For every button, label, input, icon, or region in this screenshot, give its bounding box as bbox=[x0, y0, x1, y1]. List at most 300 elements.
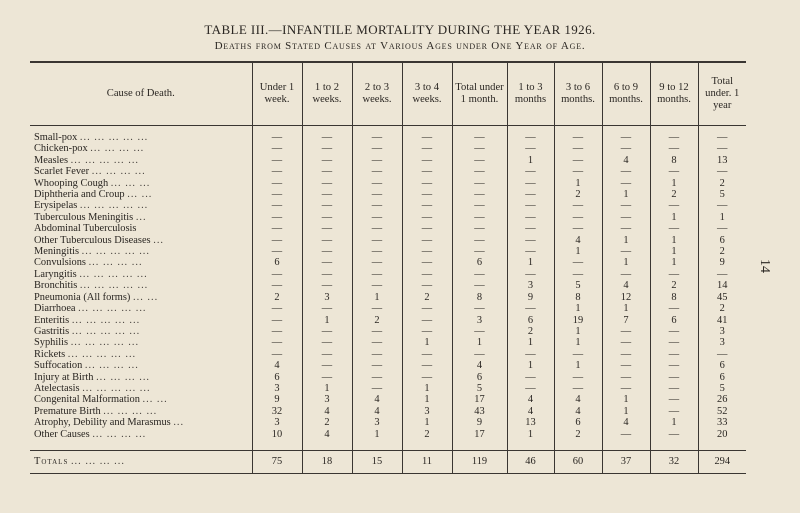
value-cell: 9 bbox=[698, 257, 746, 268]
leader-dots: ... ... ... ... ... bbox=[78, 303, 147, 315]
value-cell: 1 bbox=[507, 360, 554, 371]
value-cell: — bbox=[252, 189, 302, 200]
value-cell: — bbox=[302, 337, 352, 348]
value-cell: — bbox=[352, 126, 402, 144]
value-cell: — bbox=[252, 178, 302, 189]
value-cell: 1 bbox=[402, 394, 452, 405]
value-cell: 7 bbox=[602, 315, 650, 326]
value-cell: — bbox=[402, 280, 452, 291]
value-cell: 45 bbox=[698, 292, 746, 303]
value-cell: — bbox=[252, 269, 302, 280]
value-cell: — bbox=[602, 200, 650, 211]
cause-cell bbox=[30, 315, 252, 326]
leader-dots: ... ... ... ... bbox=[70, 455, 125, 467]
value-cell: — bbox=[302, 166, 352, 177]
value-cell: — bbox=[650, 383, 698, 394]
value-cell: — bbox=[352, 360, 402, 371]
value-cell: 4 bbox=[602, 417, 650, 428]
table-row bbox=[30, 257, 746, 268]
value-cell: 2 bbox=[698, 178, 746, 189]
value-cell: — bbox=[602, 246, 650, 257]
value-cell: — bbox=[352, 166, 402, 177]
cause-label: Convulsions bbox=[34, 257, 86, 269]
spacer-cell bbox=[252, 440, 302, 451]
value-cell: — bbox=[507, 200, 554, 211]
column-header: Under 1 week. bbox=[252, 62, 302, 126]
value-cell: — bbox=[650, 126, 698, 144]
value-cell: 1 bbox=[602, 235, 650, 246]
value-cell: 4 bbox=[302, 429, 352, 440]
column-header: 6 to 9 months. bbox=[602, 62, 650, 126]
value-cell: 8 bbox=[650, 155, 698, 166]
cause-label: Bronchitis bbox=[34, 280, 78, 292]
value-cell: 1 bbox=[507, 155, 554, 166]
value-cell: — bbox=[650, 406, 698, 417]
cause-cell bbox=[30, 246, 252, 257]
value-cell: — bbox=[402, 166, 452, 177]
spacer-cell bbox=[302, 440, 352, 451]
value-cell: 4 bbox=[554, 406, 602, 417]
leader-dots: ... ... ... ... ... bbox=[70, 154, 140, 166]
value-cell: 8 bbox=[554, 292, 602, 303]
value-cell: 4 bbox=[507, 406, 554, 417]
cause-label: Tuberculous Meningitis bbox=[34, 211, 134, 223]
spacer-cell bbox=[554, 440, 602, 451]
cause-cell bbox=[30, 326, 252, 337]
cause-cell bbox=[30, 178, 252, 189]
cause-cell bbox=[30, 292, 252, 303]
value-cell: 1 bbox=[650, 212, 698, 223]
value-cell: — bbox=[402, 212, 452, 223]
value-cell: — bbox=[452, 303, 507, 314]
table-title: TABLE III.—INFANTILE MORTALITY DURING THE YEAR 1926. bbox=[204, 22, 596, 37]
value-cell: 4 bbox=[602, 155, 650, 166]
value-cell: 1 bbox=[352, 292, 402, 303]
value-cell: — bbox=[402, 269, 452, 280]
cause-cell bbox=[30, 155, 252, 166]
value-cell: — bbox=[302, 372, 352, 383]
value-cell: — bbox=[352, 257, 402, 268]
value-cell: — bbox=[452, 166, 507, 177]
value-cell: — bbox=[554, 143, 602, 154]
value-cell: — bbox=[352, 200, 402, 211]
value-cell: — bbox=[452, 349, 507, 360]
value-cell: 5 bbox=[452, 383, 507, 394]
value-cell: — bbox=[252, 280, 302, 291]
table-row bbox=[30, 246, 746, 257]
mortality-table bbox=[30, 61, 746, 474]
value-cell: 8 bbox=[650, 292, 698, 303]
value-cell: 4 bbox=[352, 394, 402, 405]
cause-cell bbox=[30, 417, 252, 428]
value-cell: — bbox=[507, 212, 554, 223]
value-cell: — bbox=[302, 280, 352, 291]
value-cell: — bbox=[302, 189, 352, 200]
value-cell: — bbox=[650, 326, 698, 337]
value-cell: — bbox=[302, 200, 352, 211]
value-cell: 6 bbox=[650, 315, 698, 326]
value-cell: 3 bbox=[698, 326, 746, 337]
value-cell: — bbox=[352, 280, 402, 291]
value-cell: — bbox=[252, 143, 302, 154]
spacer-cell bbox=[650, 440, 698, 451]
leader-dots: ... ... ... ... ... bbox=[79, 132, 149, 143]
leader-dots: ... ... ... bbox=[110, 177, 151, 189]
cause-cell bbox=[30, 257, 252, 268]
value-cell: 15 bbox=[352, 450, 402, 473]
cause-cell bbox=[30, 126, 252, 144]
table-row bbox=[30, 326, 746, 337]
value-cell: — bbox=[507, 269, 554, 280]
cause-cell bbox=[30, 337, 252, 348]
value-cell: 4 bbox=[352, 406, 402, 417]
value-cell: 1 bbox=[650, 246, 698, 257]
value-cell: — bbox=[602, 429, 650, 440]
table-row bbox=[30, 360, 746, 371]
value-cell: — bbox=[452, 269, 507, 280]
value-cell: — bbox=[352, 189, 402, 200]
leader-dots: ... ... ... ... bbox=[103, 405, 158, 417]
value-cell: 1 bbox=[554, 337, 602, 348]
spacer-cell bbox=[698, 440, 746, 451]
value-cell: 1 bbox=[402, 417, 452, 428]
value-cell: 2 bbox=[698, 303, 746, 314]
spacer-cell bbox=[402, 440, 452, 451]
table-row bbox=[30, 372, 746, 383]
table-row bbox=[30, 126, 746, 144]
column-header: 9 to 12 months. bbox=[650, 62, 698, 126]
value-cell: — bbox=[352, 269, 402, 280]
value-cell: — bbox=[252, 315, 302, 326]
value-cell: — bbox=[602, 337, 650, 348]
table-row bbox=[30, 143, 746, 154]
value-cell: — bbox=[554, 126, 602, 144]
value-cell: 26 bbox=[698, 394, 746, 405]
value-cell: 5 bbox=[698, 383, 746, 394]
cause-cell bbox=[30, 212, 252, 223]
value-cell: — bbox=[252, 212, 302, 223]
value-cell: — bbox=[698, 200, 746, 211]
value-cell: 1 bbox=[554, 360, 602, 371]
leader-dots: ... ... ... ... ... bbox=[79, 280, 149, 292]
value-cell: 1 bbox=[452, 337, 507, 348]
cause-label: Whooping Cough bbox=[34, 177, 109, 189]
spacer-row bbox=[30, 440, 746, 451]
value-cell: — bbox=[507, 246, 554, 257]
value-cell: — bbox=[252, 303, 302, 314]
value-cell: — bbox=[402, 143, 452, 154]
value-cell: 3 bbox=[302, 292, 352, 303]
leader-dots: ... ... ... ... ... bbox=[82, 382, 151, 394]
value-cell: 3 bbox=[402, 406, 452, 417]
table-row bbox=[30, 417, 746, 428]
value-cell: — bbox=[602, 143, 650, 154]
cause-label: Gastritis bbox=[34, 325, 70, 337]
value-cell: — bbox=[554, 212, 602, 223]
leader-dots: ... ... ... ... ... bbox=[81, 246, 150, 258]
cause-cell bbox=[30, 383, 252, 394]
cause-label: Measles bbox=[34, 154, 69, 166]
value-cell: — bbox=[402, 155, 452, 166]
value-cell: 1 bbox=[507, 429, 554, 440]
value-cell: 1 bbox=[507, 257, 554, 268]
value-cell: 6 bbox=[252, 257, 302, 268]
value-cell: 32 bbox=[252, 406, 302, 417]
value-cell: — bbox=[452, 212, 507, 223]
value-cell: 1 bbox=[554, 326, 602, 337]
value-cell: — bbox=[302, 269, 352, 280]
value-cell: — bbox=[402, 326, 452, 337]
cause-label: Pneumonia (All forms) bbox=[34, 291, 131, 303]
spacer-cell bbox=[452, 440, 507, 451]
cause-cell bbox=[30, 429, 252, 440]
value-cell: 3 bbox=[252, 383, 302, 394]
value-cell: — bbox=[507, 143, 554, 154]
value-cell: 13 bbox=[507, 417, 554, 428]
value-cell: — bbox=[252, 155, 302, 166]
value-cell: 2 bbox=[554, 189, 602, 200]
cause-label: Laryngitis bbox=[34, 268, 77, 280]
table-row bbox=[30, 292, 746, 303]
value-cell: — bbox=[252, 326, 302, 337]
cause-label: Other Causes bbox=[34, 428, 90, 440]
leader-dots: ... ... ... ... ... bbox=[71, 314, 141, 326]
value-cell: — bbox=[507, 126, 554, 144]
table-header bbox=[30, 62, 746, 126]
value-cell: — bbox=[554, 166, 602, 177]
value-cell: — bbox=[252, 200, 302, 211]
value-cell: — bbox=[698, 143, 746, 154]
spacer-cell bbox=[352, 440, 402, 451]
value-cell: — bbox=[402, 360, 452, 371]
value-cell: 46 bbox=[507, 450, 554, 473]
cause-label: Scarlet Fever bbox=[34, 166, 90, 178]
value-cell: 1 bbox=[602, 394, 650, 405]
cause-label: Other Tuberculous Diseases bbox=[34, 234, 151, 246]
cause-cell bbox=[30, 189, 252, 200]
value-cell: 11 bbox=[402, 450, 452, 473]
leader-dots: ... bbox=[135, 211, 147, 223]
column-header: 1 to 3 months bbox=[507, 62, 554, 126]
value-cell: — bbox=[650, 349, 698, 360]
cause-label: Atelectasis bbox=[34, 382, 80, 394]
table-row bbox=[30, 406, 746, 417]
value-cell: 1 bbox=[650, 178, 698, 189]
value-cell: 6 bbox=[698, 360, 746, 371]
value-cell: 6 bbox=[698, 235, 746, 246]
value-cell: — bbox=[507, 223, 554, 234]
value-cell: 294 bbox=[698, 450, 746, 473]
value-cell: 2 bbox=[252, 292, 302, 303]
value-cell: — bbox=[602, 223, 650, 234]
value-cell: — bbox=[352, 143, 402, 154]
value-cell: — bbox=[452, 200, 507, 211]
value-cell: 1 bbox=[352, 429, 402, 440]
value-cell: — bbox=[452, 223, 507, 234]
value-cell: — bbox=[352, 246, 402, 257]
cause-cell bbox=[30, 303, 252, 314]
value-cell: — bbox=[402, 257, 452, 268]
value-cell: — bbox=[650, 360, 698, 371]
value-cell: — bbox=[602, 326, 650, 337]
value-cell: 1 bbox=[507, 337, 554, 348]
value-cell: — bbox=[507, 166, 554, 177]
table-row bbox=[30, 200, 746, 211]
value-cell: — bbox=[507, 235, 554, 246]
cause-label: Congenital Malformation bbox=[34, 394, 140, 406]
value-cell: — bbox=[507, 189, 554, 200]
value-cell: — bbox=[650, 303, 698, 314]
cause-cell bbox=[30, 143, 252, 154]
value-cell: 1 bbox=[302, 315, 352, 326]
value-cell: 2 bbox=[554, 429, 602, 440]
value-cell: 60 bbox=[554, 450, 602, 473]
table-row bbox=[30, 269, 746, 280]
cause-label: Diphtheria and Croup bbox=[34, 189, 125, 201]
cause-label: Chicken-pox bbox=[34, 143, 88, 155]
value-cell: — bbox=[352, 383, 402, 394]
cause-label: Erysipelas bbox=[34, 200, 78, 212]
value-cell: — bbox=[602, 360, 650, 371]
value-cell: 4 bbox=[554, 235, 602, 246]
cause-label: Rickets bbox=[34, 348, 66, 360]
cause-cell bbox=[30, 450, 252, 473]
value-cell: 37 bbox=[602, 450, 650, 473]
value-cell: 17 bbox=[452, 429, 507, 440]
table-row bbox=[30, 349, 746, 360]
cause-cell bbox=[30, 269, 252, 280]
value-cell: 52 bbox=[698, 406, 746, 417]
value-cell: 3 bbox=[452, 315, 507, 326]
value-cell: — bbox=[402, 246, 452, 257]
table-row bbox=[30, 178, 746, 189]
value-cell: 2 bbox=[352, 315, 402, 326]
value-cell: — bbox=[507, 372, 554, 383]
cause-label: Enteritis bbox=[34, 314, 70, 326]
table-row bbox=[30, 280, 746, 291]
value-cell: 1 bbox=[554, 178, 602, 189]
leader-dots: ... ... ... ... ... bbox=[70, 337, 140, 349]
value-cell: 9 bbox=[452, 417, 507, 428]
value-cell: 4 bbox=[554, 394, 602, 405]
value-cell: 9 bbox=[507, 292, 554, 303]
value-cell: — bbox=[352, 155, 402, 166]
leader-dots: ... bbox=[153, 234, 165, 246]
value-cell: — bbox=[302, 326, 352, 337]
value-cell: 41 bbox=[698, 315, 746, 326]
value-cell: — bbox=[352, 337, 402, 348]
value-cell: 1 bbox=[602, 406, 650, 417]
totals-row bbox=[30, 450, 746, 473]
value-cell: 2 bbox=[402, 429, 452, 440]
value-cell: 75 bbox=[252, 450, 302, 473]
value-cell: 4 bbox=[507, 394, 554, 405]
value-cell: 32 bbox=[650, 450, 698, 473]
value-cell: — bbox=[452, 246, 507, 257]
leader-dots: ... ... ... ... bbox=[96, 371, 151, 383]
value-cell: 1 bbox=[698, 212, 746, 223]
cause-cell bbox=[30, 235, 252, 246]
value-cell: — bbox=[602, 178, 650, 189]
value-cell: 13 bbox=[698, 155, 746, 166]
value-cell: — bbox=[554, 383, 602, 394]
value-cell: 3 bbox=[698, 337, 746, 348]
value-cell: — bbox=[507, 303, 554, 314]
value-cell: — bbox=[252, 126, 302, 144]
value-cell: 19 bbox=[554, 315, 602, 326]
value-cell: — bbox=[302, 223, 352, 234]
value-cell: — bbox=[252, 349, 302, 360]
value-cell: 4 bbox=[602, 280, 650, 291]
value-cell: — bbox=[252, 235, 302, 246]
spacer-cell bbox=[602, 440, 650, 451]
value-cell: 3 bbox=[252, 417, 302, 428]
value-cell: 4 bbox=[302, 406, 352, 417]
value-cell: 10 bbox=[252, 429, 302, 440]
value-cell: 2 bbox=[302, 417, 352, 428]
value-cell: 2 bbox=[650, 280, 698, 291]
leader-dots: ... ... ... ... bbox=[90, 143, 145, 155]
value-cell: 3 bbox=[352, 417, 402, 428]
value-cell: — bbox=[352, 372, 402, 383]
value-cell: — bbox=[507, 178, 554, 189]
value-cell: — bbox=[698, 223, 746, 234]
value-cell: — bbox=[352, 235, 402, 246]
value-cell: 3 bbox=[302, 394, 352, 405]
leader-dots: ... ... bbox=[127, 189, 153, 201]
value-cell: — bbox=[554, 269, 602, 280]
value-cell: — bbox=[402, 223, 452, 234]
leader-dots: ... bbox=[173, 417, 185, 429]
value-cell: 18 bbox=[302, 450, 352, 473]
value-cell: 6 bbox=[452, 372, 507, 383]
value-cell: 1 bbox=[650, 417, 698, 428]
value-cell: — bbox=[402, 200, 452, 211]
cause-cell bbox=[30, 349, 252, 360]
value-cell: 1 bbox=[554, 246, 602, 257]
value-cell: — bbox=[452, 178, 507, 189]
cause-label: Meningitis bbox=[34, 246, 80, 258]
value-cell: — bbox=[554, 349, 602, 360]
value-cell: 6 bbox=[554, 417, 602, 428]
value-cell: — bbox=[352, 223, 402, 234]
value-cell: 5 bbox=[698, 189, 746, 200]
cause-label: Atrophy, Debility and Marasmus bbox=[34, 417, 171, 429]
cause-cell bbox=[30, 394, 252, 405]
value-cell: — bbox=[650, 143, 698, 154]
value-cell: — bbox=[302, 126, 352, 144]
value-cell: — bbox=[452, 143, 507, 154]
value-cell: — bbox=[650, 166, 698, 177]
column-header: Total under. 1 year bbox=[698, 62, 746, 126]
value-cell: — bbox=[252, 166, 302, 177]
totals-label: Totals bbox=[34, 455, 69, 467]
value-cell: — bbox=[650, 269, 698, 280]
value-cell: — bbox=[602, 383, 650, 394]
value-cell: 4 bbox=[452, 360, 507, 371]
table-row bbox=[30, 394, 746, 405]
leader-dots: ... ... ... ... bbox=[88, 257, 143, 269]
value-cell: 2 bbox=[507, 326, 554, 337]
cause-cell bbox=[30, 223, 252, 234]
value-cell: — bbox=[402, 315, 452, 326]
leader-dots: ... ... bbox=[133, 291, 159, 303]
value-cell: — bbox=[698, 269, 746, 280]
value-cell: 2 bbox=[650, 189, 698, 200]
value-cell: — bbox=[352, 178, 402, 189]
value-cell: — bbox=[602, 126, 650, 144]
value-cell: — bbox=[302, 235, 352, 246]
